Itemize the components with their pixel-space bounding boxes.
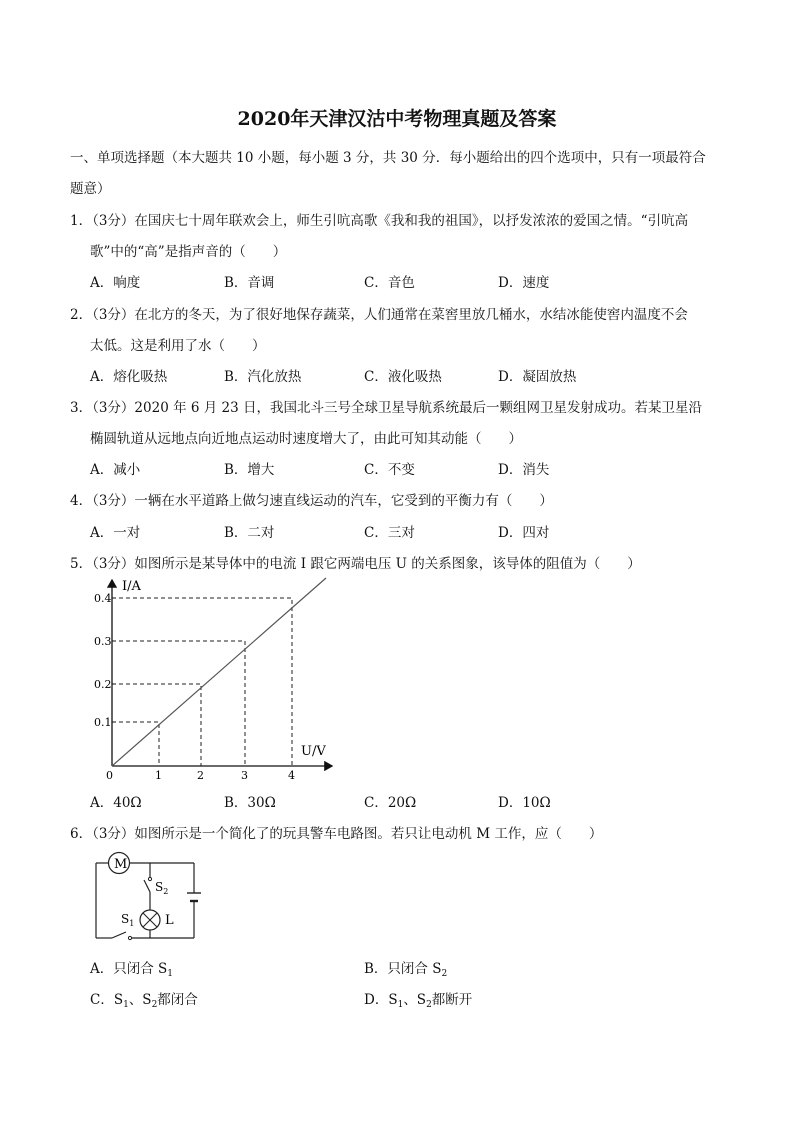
option-c: C．20Ω xyxy=(364,795,417,811)
option-a: A．响度 xyxy=(90,275,141,291)
x-tick-1: 1 xyxy=(155,769,162,782)
option-b: B．音调 xyxy=(224,275,275,291)
question-2-text-cont: 太低。这是利用了水（ ） xyxy=(90,338,266,354)
option-d: D．凝固放热 xyxy=(498,369,577,385)
page-title: 2020年天津汉沽中考物理真题及答案 xyxy=(237,108,557,130)
option-a: A．减小 xyxy=(90,462,141,478)
option-d: D．10Ω xyxy=(498,795,551,811)
y-axis-label: I/A xyxy=(122,579,141,594)
question-6-text: 6．（3分）如图所示是一个简化了的玩具警车电路图。若只让电动机 M 工作，应（ ） xyxy=(70,826,603,842)
option-c: C．液化吸热 xyxy=(364,369,442,385)
question-5-text: 5．（3分）如图所示是某导体中的电流 I 跟它两端电压 U 的关系图象，该导体的阻值为（ ） xyxy=(70,556,641,572)
lamp-icon xyxy=(140,910,160,930)
question-4-text: 4．（3分）一辆在水平道路上做匀速直线运动的汽车，它受到的平衡力有（ ） xyxy=(70,493,553,509)
option-a: A．一对 xyxy=(90,525,141,541)
y-tick-3: 0.3 xyxy=(94,635,112,648)
option-a: A．熔化吸热 xyxy=(90,369,168,385)
option-d: D．四对 xyxy=(498,525,550,541)
question-3-text: 3．（3分）2020 年 6 月 23 日，我国北斗三号全球卫星导航系统最后一颗组网卫星发射成功。若某卫星沿 xyxy=(70,400,703,416)
battery-icon xyxy=(187,893,201,901)
option-a: A．40Ω xyxy=(90,795,142,811)
circuit-diagram xyxy=(88,850,208,945)
option-a: A．只闭合 $S_1$ xyxy=(90,961,174,979)
origin-label: 0 xyxy=(106,769,113,782)
y-tick-4: 0.4 xyxy=(94,592,112,605)
switch-s2-icon xyxy=(144,877,152,892)
switch-s1-label: $S_1$ xyxy=(121,912,135,928)
lamp-label: L xyxy=(165,913,174,928)
current-voltage-graph xyxy=(94,575,340,790)
switch-s2-label: $S_2$ xyxy=(155,880,169,896)
option-d: D．$S_1$、$S_2$都断开 xyxy=(364,992,473,1010)
option-b: B．二对 xyxy=(224,525,275,541)
y-tick-2: 0.2 xyxy=(94,678,112,691)
question-1-text: 1．（3分）在国庆七十周年联欢会上，师生引吭高歌《我和我的祖国》，以抒发浓浓的爱国之情。“引吭高 xyxy=(70,213,689,229)
question-1-text-cont: 歌”中的“高”是指声音的（ ） xyxy=(90,244,287,260)
section-heading-line2: 题意） xyxy=(70,181,111,197)
question-3-text-cont: 椭圆轨道从远地点向近地点运动时速度增大了，由此可知其动能（ ） xyxy=(90,431,522,447)
option-d: D．速度 xyxy=(498,275,550,291)
x-tick-2: 2 xyxy=(197,769,204,782)
x-tick-4: 4 xyxy=(288,769,295,782)
option-b: B．汽化放热 xyxy=(224,369,302,385)
switch-s1-icon xyxy=(112,932,132,940)
guide-lines xyxy=(112,598,292,766)
x-axis-label: U/V xyxy=(301,744,326,759)
y-tick-1: 0.1 xyxy=(94,716,112,729)
question-2-text: 2．（3分）在北方的冬天，为了很好地保存蔬菜，人们通常在菜窖里放几桶水，水结冰能使窖内温度不会 xyxy=(70,307,688,323)
option-c: C．不变 xyxy=(364,462,415,478)
option-d: D．消失 xyxy=(498,462,550,478)
option-b: B．增大 xyxy=(224,462,275,478)
option-b: B．只闭合 $S_2$ xyxy=(364,961,448,979)
section-heading-line1: 一、单项选择题（本大题共 10 小题，每小题 3 分，共 30 分．每小题给出的四个选项中，只有一项最符合 xyxy=(70,150,706,166)
motor-label: M xyxy=(114,857,128,872)
option-c: C．$S_1$、$S_2$都闭合 xyxy=(90,992,198,1010)
option-c: C．三对 xyxy=(364,525,415,541)
iv-line xyxy=(112,578,326,766)
x-tick-3: 3 xyxy=(241,769,248,782)
option-c: C．音色 xyxy=(364,275,415,291)
option-b: B．30Ω xyxy=(224,795,276,811)
